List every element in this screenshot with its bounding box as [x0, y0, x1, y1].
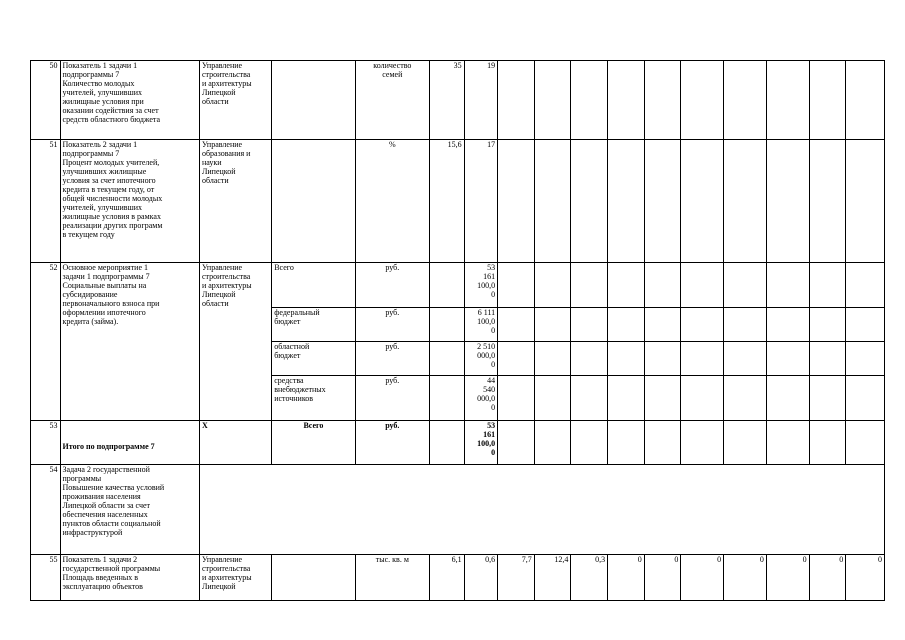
value-year-4: 0,3	[571, 555, 608, 601]
value-year-4	[571, 263, 608, 308]
value-year-3	[534, 140, 571, 263]
value-year-11	[846, 140, 885, 263]
value-year-2	[498, 140, 535, 263]
value-year-6	[644, 61, 681, 140]
value-year-3	[534, 61, 571, 140]
value-year-11: 0	[846, 555, 885, 601]
value-year-7	[681, 308, 724, 342]
funding-source	[272, 61, 355, 140]
value-year-9: 0	[766, 555, 809, 601]
value-year-5	[608, 61, 645, 140]
value-base	[429, 263, 464, 308]
value-year-11	[846, 263, 885, 308]
subprogram-table	[30, 60, 885, 601]
value-year-2	[498, 376, 535, 421]
value-year-10	[809, 376, 846, 421]
value-year-1: 2 510 000,0 0	[464, 342, 498, 376]
value-year-3	[534, 342, 571, 376]
value-year-11	[846, 308, 885, 342]
value-year-8	[724, 263, 767, 308]
value-year-5	[608, 140, 645, 263]
value-year-10	[809, 421, 846, 465]
row-number: 55	[31, 555, 61, 601]
executor: Управление строительства и архитектуры Липецкой области	[199, 263, 271, 421]
value-year-11	[846, 376, 885, 421]
value-year-9	[766, 308, 809, 342]
value-year-1: 17	[464, 140, 498, 263]
value-year-6	[644, 308, 681, 342]
executor: Управление строительства и архитектуры Липецкой	[199, 555, 271, 601]
table-row-54	[31, 465, 885, 555]
unit: руб.	[355, 376, 429, 421]
value-year-5: 0	[608, 555, 645, 601]
value-year-5	[608, 376, 645, 421]
value-base	[429, 342, 464, 376]
value-year-8	[724, 140, 767, 263]
value-base	[429, 376, 464, 421]
value-year-2	[498, 421, 535, 465]
unit: тыс. кв. м	[355, 555, 429, 601]
value-year-8	[724, 376, 767, 421]
value-year-8	[724, 61, 767, 140]
indicator-name: Показатель 1 задачи 2 государственной программы Площадь введенных в эксплуатацию объектов	[60, 555, 199, 601]
executor: Х	[199, 421, 271, 465]
value-year-5	[608, 308, 645, 342]
value-year-1: 6 111 100,0 0	[464, 308, 498, 342]
value-year-3	[534, 263, 571, 308]
value-year-6: 0	[644, 555, 681, 601]
row-number: 51	[31, 140, 61, 263]
value-year-10	[809, 308, 846, 342]
row-number: 52	[31, 263, 61, 421]
value-year-2	[498, 342, 535, 376]
funding-source: федеральный бюджет	[272, 308, 355, 342]
value-year-1: 19	[464, 61, 498, 140]
value-year-3	[534, 376, 571, 421]
task-name: Задача 2 государственной программы Повышение качества условий проживания населения Липецкой области за счет обеспечения населенных пунктов области социальной инфраструктурой	[60, 465, 199, 555]
row-number: 50	[31, 61, 61, 140]
funding-source: средства внебюджетных источников	[272, 376, 355, 421]
value-year-8: 0	[724, 555, 767, 601]
value-year-5	[608, 342, 645, 376]
value-base: 6,1	[429, 555, 464, 601]
value-year-9	[766, 61, 809, 140]
funding-source	[272, 555, 355, 601]
value-year-7	[681, 421, 724, 465]
value-year-4	[571, 140, 608, 263]
value-year-4	[571, 308, 608, 342]
value-year-6	[644, 421, 681, 465]
table-row-50	[31, 61, 885, 140]
value-year-1: 44 540 000,0 0	[464, 376, 498, 421]
row-number: 53	[31, 421, 61, 465]
value-year-2: 7,7	[498, 555, 535, 601]
value-year-11	[846, 342, 885, 376]
value-year-4	[571, 342, 608, 376]
value-year-4	[571, 421, 608, 465]
value-year-3	[534, 421, 571, 465]
value-year-9	[766, 263, 809, 308]
value-year-3	[534, 308, 571, 342]
value-year-2	[498, 61, 535, 140]
table-row-55	[31, 555, 885, 601]
value-year-11	[846, 61, 885, 140]
value-year-7	[681, 376, 724, 421]
value-year-7	[681, 61, 724, 140]
table-row-52	[31, 263, 885, 308]
value-base	[429, 308, 464, 342]
value-year-9	[766, 140, 809, 263]
value-year-6	[644, 263, 681, 308]
value-year-10	[809, 263, 846, 308]
value-year-1: 53 161 100,0 0	[464, 263, 498, 308]
value-year-1: 0,6	[464, 555, 498, 601]
value-year-6	[644, 342, 681, 376]
value-year-4	[571, 376, 608, 421]
unit: %	[355, 140, 429, 263]
value-base: 35	[429, 61, 464, 140]
value-year-4	[571, 61, 608, 140]
value-base	[429, 421, 464, 465]
value-year-10	[809, 61, 846, 140]
unit: руб.	[355, 342, 429, 376]
funding-source: Всего	[272, 263, 355, 308]
value-year-10	[809, 140, 846, 263]
value-year-2	[498, 263, 535, 308]
indicator-name: Показатель 2 задачи 1 подпрограммы 7 Процент молодых учителей, улучшивших жилищные условия за счет ипотечного кредита в текущем году, от общей численности молодых учителей, улучшивших жилищные условия в рамках реализации других программ в текущем году	[60, 140, 199, 263]
table-row-53	[31, 421, 885, 465]
row-number: 54	[31, 465, 61, 555]
executor: Управление строительства и архитектуры Липецкой области	[199, 61, 271, 140]
value-year-8	[724, 342, 767, 376]
value-year-7	[681, 263, 724, 308]
value-year-8	[724, 308, 767, 342]
unit: количество семей	[355, 61, 429, 140]
value-year-2	[498, 308, 535, 342]
task-span	[199, 465, 884, 555]
executor: Управление образования и науки Липецкой области	[199, 140, 271, 263]
value-year-8	[724, 421, 767, 465]
funding-source: Всего	[272, 421, 355, 465]
value-year-3: 12,4	[534, 555, 571, 601]
value-year-7	[681, 342, 724, 376]
value-year-6	[644, 140, 681, 263]
indicator-name: Итого по подпрограмме 7	[60, 421, 199, 465]
value-year-1: 53 161 100,0 0	[464, 421, 498, 465]
value-year-10	[809, 342, 846, 376]
value-year-7: 0	[681, 555, 724, 601]
value-base: 15,6	[429, 140, 464, 263]
indicator-name: Показатель 1 задачи 1 подпрограммы 7 Количество молодых учителей, улучшивших жилищные условия при оказании содействия за счет средств областного бюджета	[60, 61, 199, 140]
value-year-5	[608, 421, 645, 465]
funding-source: областной бюджет	[272, 342, 355, 376]
value-year-11	[846, 421, 885, 465]
indicator-name: Основное мероприятие 1 задачи 1 подпрограммы 7 Социальные выплаты на субсидирование первоначального взноса при оформлении ипотечного кредита (займа).	[60, 263, 199, 421]
unit: руб.	[355, 308, 429, 342]
unit: руб.	[355, 263, 429, 308]
value-year-9	[766, 421, 809, 465]
value-year-5	[608, 263, 645, 308]
value-year-10: 0	[809, 555, 846, 601]
value-year-9	[766, 342, 809, 376]
value-year-6	[644, 376, 681, 421]
table-row-51	[31, 140, 885, 263]
unit: руб.	[355, 421, 429, 465]
value-year-7	[681, 140, 724, 263]
value-year-9	[766, 376, 809, 421]
funding-source	[272, 140, 355, 263]
